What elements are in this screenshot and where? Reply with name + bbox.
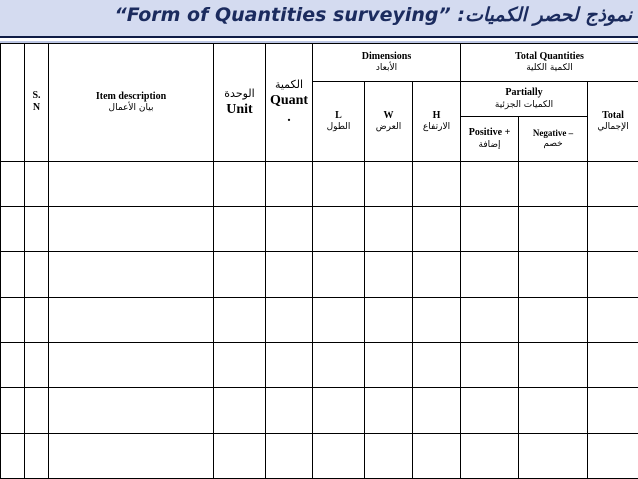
height-cell[interactable] (413, 161, 461, 206)
positive-cell[interactable] (461, 252, 519, 297)
item-description-cell[interactable] (49, 433, 214, 478)
height-cell[interactable] (413, 252, 461, 297)
total-cell[interactable] (588, 297, 638, 342)
unit-cell[interactable] (214, 388, 266, 433)
height-cell[interactable] (413, 343, 461, 388)
width-cell[interactable] (365, 252, 413, 297)
margin-cell (1, 252, 25, 297)
negative-header: Negative – خصم (519, 117, 588, 161)
sn-cell[interactable] (25, 433, 49, 478)
length-cell[interactable] (313, 388, 365, 433)
margin-cell (1, 343, 25, 388)
total-header: Total الإجمالي (588, 82, 638, 162)
height-cell[interactable] (413, 433, 461, 478)
quantity-cell[interactable] (266, 297, 313, 342)
length-cell[interactable] (313, 252, 365, 297)
table-row (1, 161, 638, 206)
item-description-cell[interactable] (49, 388, 214, 433)
item-description-cell[interactable] (49, 343, 214, 388)
quantity-cell[interactable] (266, 161, 313, 206)
unit-cell[interactable] (214, 252, 266, 297)
height-cell[interactable] (413, 207, 461, 252)
positive-cell[interactable] (461, 433, 519, 478)
unit-cell[interactable] (214, 161, 266, 206)
table-row (1, 343, 638, 388)
total-cell[interactable] (588, 207, 638, 252)
table-row (1, 388, 638, 433)
margin-cell (1, 297, 25, 342)
table-row (1, 433, 638, 478)
positive-cell[interactable] (461, 207, 519, 252)
length-header: L الطول (313, 82, 365, 162)
length-cell[interactable] (313, 161, 365, 206)
negative-cell[interactable] (519, 207, 588, 252)
unit-header: الوحدة Unit (214, 44, 266, 162)
margin-cell (1, 207, 25, 252)
width-cell[interactable] (365, 161, 413, 206)
quantity-cell[interactable] (266, 252, 313, 297)
length-cell[interactable] (313, 297, 365, 342)
partially-header: Partially الكميات الجزئية (461, 82, 588, 117)
quantity-header: الكمية Quant . (266, 44, 313, 162)
total-cell[interactable] (588, 252, 638, 297)
item-description-cell[interactable] (49, 297, 214, 342)
total-cell[interactable] (588, 388, 638, 433)
margin-cell (1, 433, 25, 478)
table-row (1, 207, 638, 252)
table-row (1, 252, 638, 297)
length-cell[interactable] (313, 207, 365, 252)
margin-cell (1, 161, 25, 206)
negative-cell[interactable] (519, 252, 588, 297)
sn-cell[interactable] (25, 343, 49, 388)
height-header: H الارتفاع (413, 82, 461, 162)
sn-header: S. N (25, 44, 49, 162)
positive-cell[interactable] (461, 297, 519, 342)
positive-cell[interactable] (461, 161, 519, 206)
sn-cell[interactable] (25, 252, 49, 297)
negative-cell[interactable] (519, 297, 588, 342)
quantity-cell[interactable] (266, 388, 313, 433)
title-bar (0, 0, 638, 36)
total-cell[interactable] (588, 161, 638, 206)
sn-cell[interactable] (25, 207, 49, 252)
positive-cell[interactable] (461, 343, 519, 388)
quantity-cell[interactable] (266, 433, 313, 478)
positive-header: Positive + إضافة (461, 117, 519, 161)
dimensions-header: Dimensions الأبعاد (313, 44, 461, 82)
negative-cell[interactable] (519, 343, 588, 388)
sn-cell[interactable] (25, 297, 49, 342)
negative-cell[interactable] (519, 161, 588, 206)
total-cell[interactable] (588, 343, 638, 388)
quantity-cell[interactable] (266, 343, 313, 388)
margin-header-cell (1, 44, 25, 162)
unit-cell[interactable] (214, 433, 266, 478)
width-header: W العرض (365, 82, 413, 162)
quantity-cell[interactable] (266, 207, 313, 252)
negative-cell[interactable] (519, 388, 588, 433)
positive-cell[interactable] (461, 388, 519, 433)
length-cell[interactable] (313, 343, 365, 388)
item-description-cell[interactable] (49, 207, 214, 252)
width-cell[interactable] (365, 388, 413, 433)
width-cell[interactable] (365, 207, 413, 252)
total-cell[interactable] (588, 433, 638, 478)
item-description-header: Item description بيان الأعمال (49, 44, 214, 162)
margin-cell (1, 388, 25, 433)
width-cell[interactable] (365, 297, 413, 342)
unit-cell[interactable] (214, 297, 266, 342)
item-description-cell[interactable] (49, 252, 214, 297)
item-description-cell[interactable] (49, 161, 214, 206)
total-quantities-header: Total Quantities الكمية الكلية (461, 44, 638, 82)
unit-cell[interactable] (214, 207, 266, 252)
form-title: “Form of Quantities surveying” :نموذج لحصر الكميات (114, 4, 632, 26)
length-cell[interactable] (313, 433, 365, 478)
table-row (1, 297, 638, 342)
height-cell[interactable] (413, 297, 461, 342)
width-cell[interactable] (365, 343, 413, 388)
quantities-table (0, 43, 638, 479)
sn-cell[interactable] (25, 388, 49, 433)
unit-cell[interactable] (214, 343, 266, 388)
header-row-1 (1, 44, 638, 82)
width-cell[interactable] (365, 433, 413, 478)
sn-cell[interactable] (25, 161, 49, 206)
negative-cell[interactable] (519, 433, 588, 478)
height-cell[interactable] (413, 388, 461, 433)
